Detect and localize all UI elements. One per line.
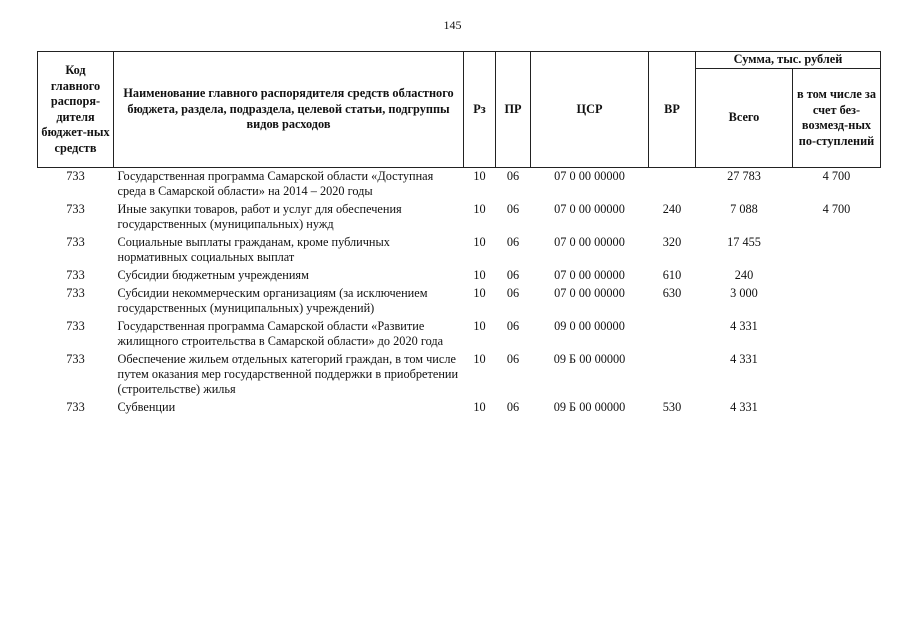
cell-vr	[649, 168, 696, 202]
cell-total: 17 455	[727, 235, 761, 249]
cell-vr	[649, 351, 696, 399]
cell-vr: 610	[662, 268, 682, 282]
cell-total: 4 331	[730, 319, 758, 333]
cell-rz: 10	[473, 400, 486, 414]
cell-csr: 09 Б 00 00000	[553, 352, 626, 366]
cell-pr: 06	[506, 352, 520, 366]
cell-code: 733	[66, 352, 85, 366]
cell-rz: 10	[473, 352, 486, 366]
cell-gratuitous	[793, 267, 881, 285]
cell-vr: 630	[662, 286, 682, 300]
cell-csr: 09 Б 00 00000	[553, 400, 626, 414]
header-pr: ПР	[496, 52, 531, 168]
cell-code: 733	[66, 202, 85, 216]
header-rz: Рз	[464, 52, 496, 168]
cell-total: 4 331	[730, 400, 758, 414]
header-row	[38, 52, 881, 69]
table-row	[38, 318, 881, 351]
table-row	[38, 267, 881, 285]
cell-vr: 530	[662, 400, 682, 414]
cell-csr: 07 0 00 00000	[554, 202, 625, 216]
cell-total: 7 088	[730, 202, 758, 216]
cell-csr: 07 0 00 00000	[554, 268, 625, 282]
cell-gratuitous	[793, 285, 881, 318]
table-row	[38, 399, 881, 417]
cell-pr: 06	[506, 286, 520, 300]
cell-vr: 240	[662, 202, 682, 216]
cell-pr: 06	[506, 235, 520, 249]
table-row	[38, 201, 881, 234]
table-body	[38, 168, 881, 418]
cell-gratuitous	[793, 351, 881, 399]
cell-name: Обеспечение жильем отдельных категорий граждан, в том числе путем оказания мер государственной поддержки в приобретении (строительстве) жилья	[117, 352, 459, 396]
cell-code: 733	[66, 169, 85, 183]
cell-rz: 10	[473, 286, 486, 300]
cell-total: 4 331	[730, 352, 758, 366]
cell-rz: 10	[473, 235, 486, 249]
cell-name: Государственная программа Самарской области «Доступная среда в Самарской области» на 2014 – 2020 годы	[117, 169, 434, 198]
table-row	[38, 168, 881, 202]
header-gratuitous: в том числе за счет без-возмезд-ных по-ступлений	[793, 69, 881, 168]
header-code: Код главного распоря-дителя бюджет-ных средств	[38, 52, 114, 168]
cell-rz: 10	[473, 268, 486, 282]
cell-pr: 06	[506, 268, 520, 282]
cell-name: Субвенции	[117, 400, 176, 414]
cell-vr	[649, 318, 696, 351]
table-row	[38, 351, 881, 399]
cell-name: Иные закупки товаров, работ и услуг для обеспечения государственных (муниципальных) нужд	[117, 202, 402, 231]
cell-csr: 09 0 00 00000	[554, 319, 625, 333]
header-sum: Сумма, тыс. рублей	[696, 52, 881, 69]
cell-vr: 320	[662, 235, 682, 249]
cell-name: Субсидии некоммерческим организациям (за исключением государственных (муниципальных) учреждений)	[117, 286, 428, 315]
cell-gratuitous	[793, 318, 881, 351]
cell-code: 733	[66, 286, 85, 300]
cell-code: 733	[66, 235, 85, 249]
cell-total: 27 783	[727, 169, 761, 183]
cell-pr: 06	[506, 400, 520, 414]
cell-gratuitous	[793, 399, 881, 417]
cell-code: 733	[66, 319, 85, 333]
cell-rz: 10	[473, 319, 486, 333]
cell-gratuitous: 4 700	[822, 169, 851, 183]
cell-csr: 07 0 00 00000	[554, 286, 625, 300]
cell-rz: 10	[473, 169, 486, 183]
budget-table	[37, 51, 881, 417]
header-total: Всего	[696, 69, 793, 168]
cell-csr: 07 0 00 00000	[554, 235, 625, 249]
cell-rz: 10	[473, 202, 486, 216]
table-row	[38, 234, 881, 267]
cell-total: 3 000	[730, 286, 758, 300]
cell-name: Государственная программа Самарской области «Развитие жилищного строительства в Самарской области» до 2020 года	[117, 319, 444, 348]
cell-total: 240	[734, 268, 754, 282]
cell-gratuitous: 4 700	[822, 202, 851, 216]
cell-name: Социальные выплаты гражданам, кроме публичных нормативных социальных выплат	[117, 235, 390, 264]
page-number: 145	[443, 18, 462, 32]
cell-pr: 06	[506, 169, 520, 183]
cell-code: 733	[66, 268, 85, 282]
cell-name: Субсидии бюджетным учреждениям	[117, 268, 309, 282]
table-row	[38, 285, 881, 318]
header-vr: ВР	[649, 52, 696, 168]
cell-csr: 07 0 00 00000	[554, 169, 625, 183]
cell-gratuitous	[793, 234, 881, 267]
cell-pr: 06	[506, 319, 520, 333]
cell-pr: 06	[506, 202, 520, 216]
header-name: Наименование главного распорядителя средств областного бюджета, раздела, подраздела, целевой статьи, подгруппы видов расходов	[114, 52, 464, 168]
header-csr: ЦСР	[531, 52, 649, 168]
cell-code: 733	[66, 400, 85, 414]
